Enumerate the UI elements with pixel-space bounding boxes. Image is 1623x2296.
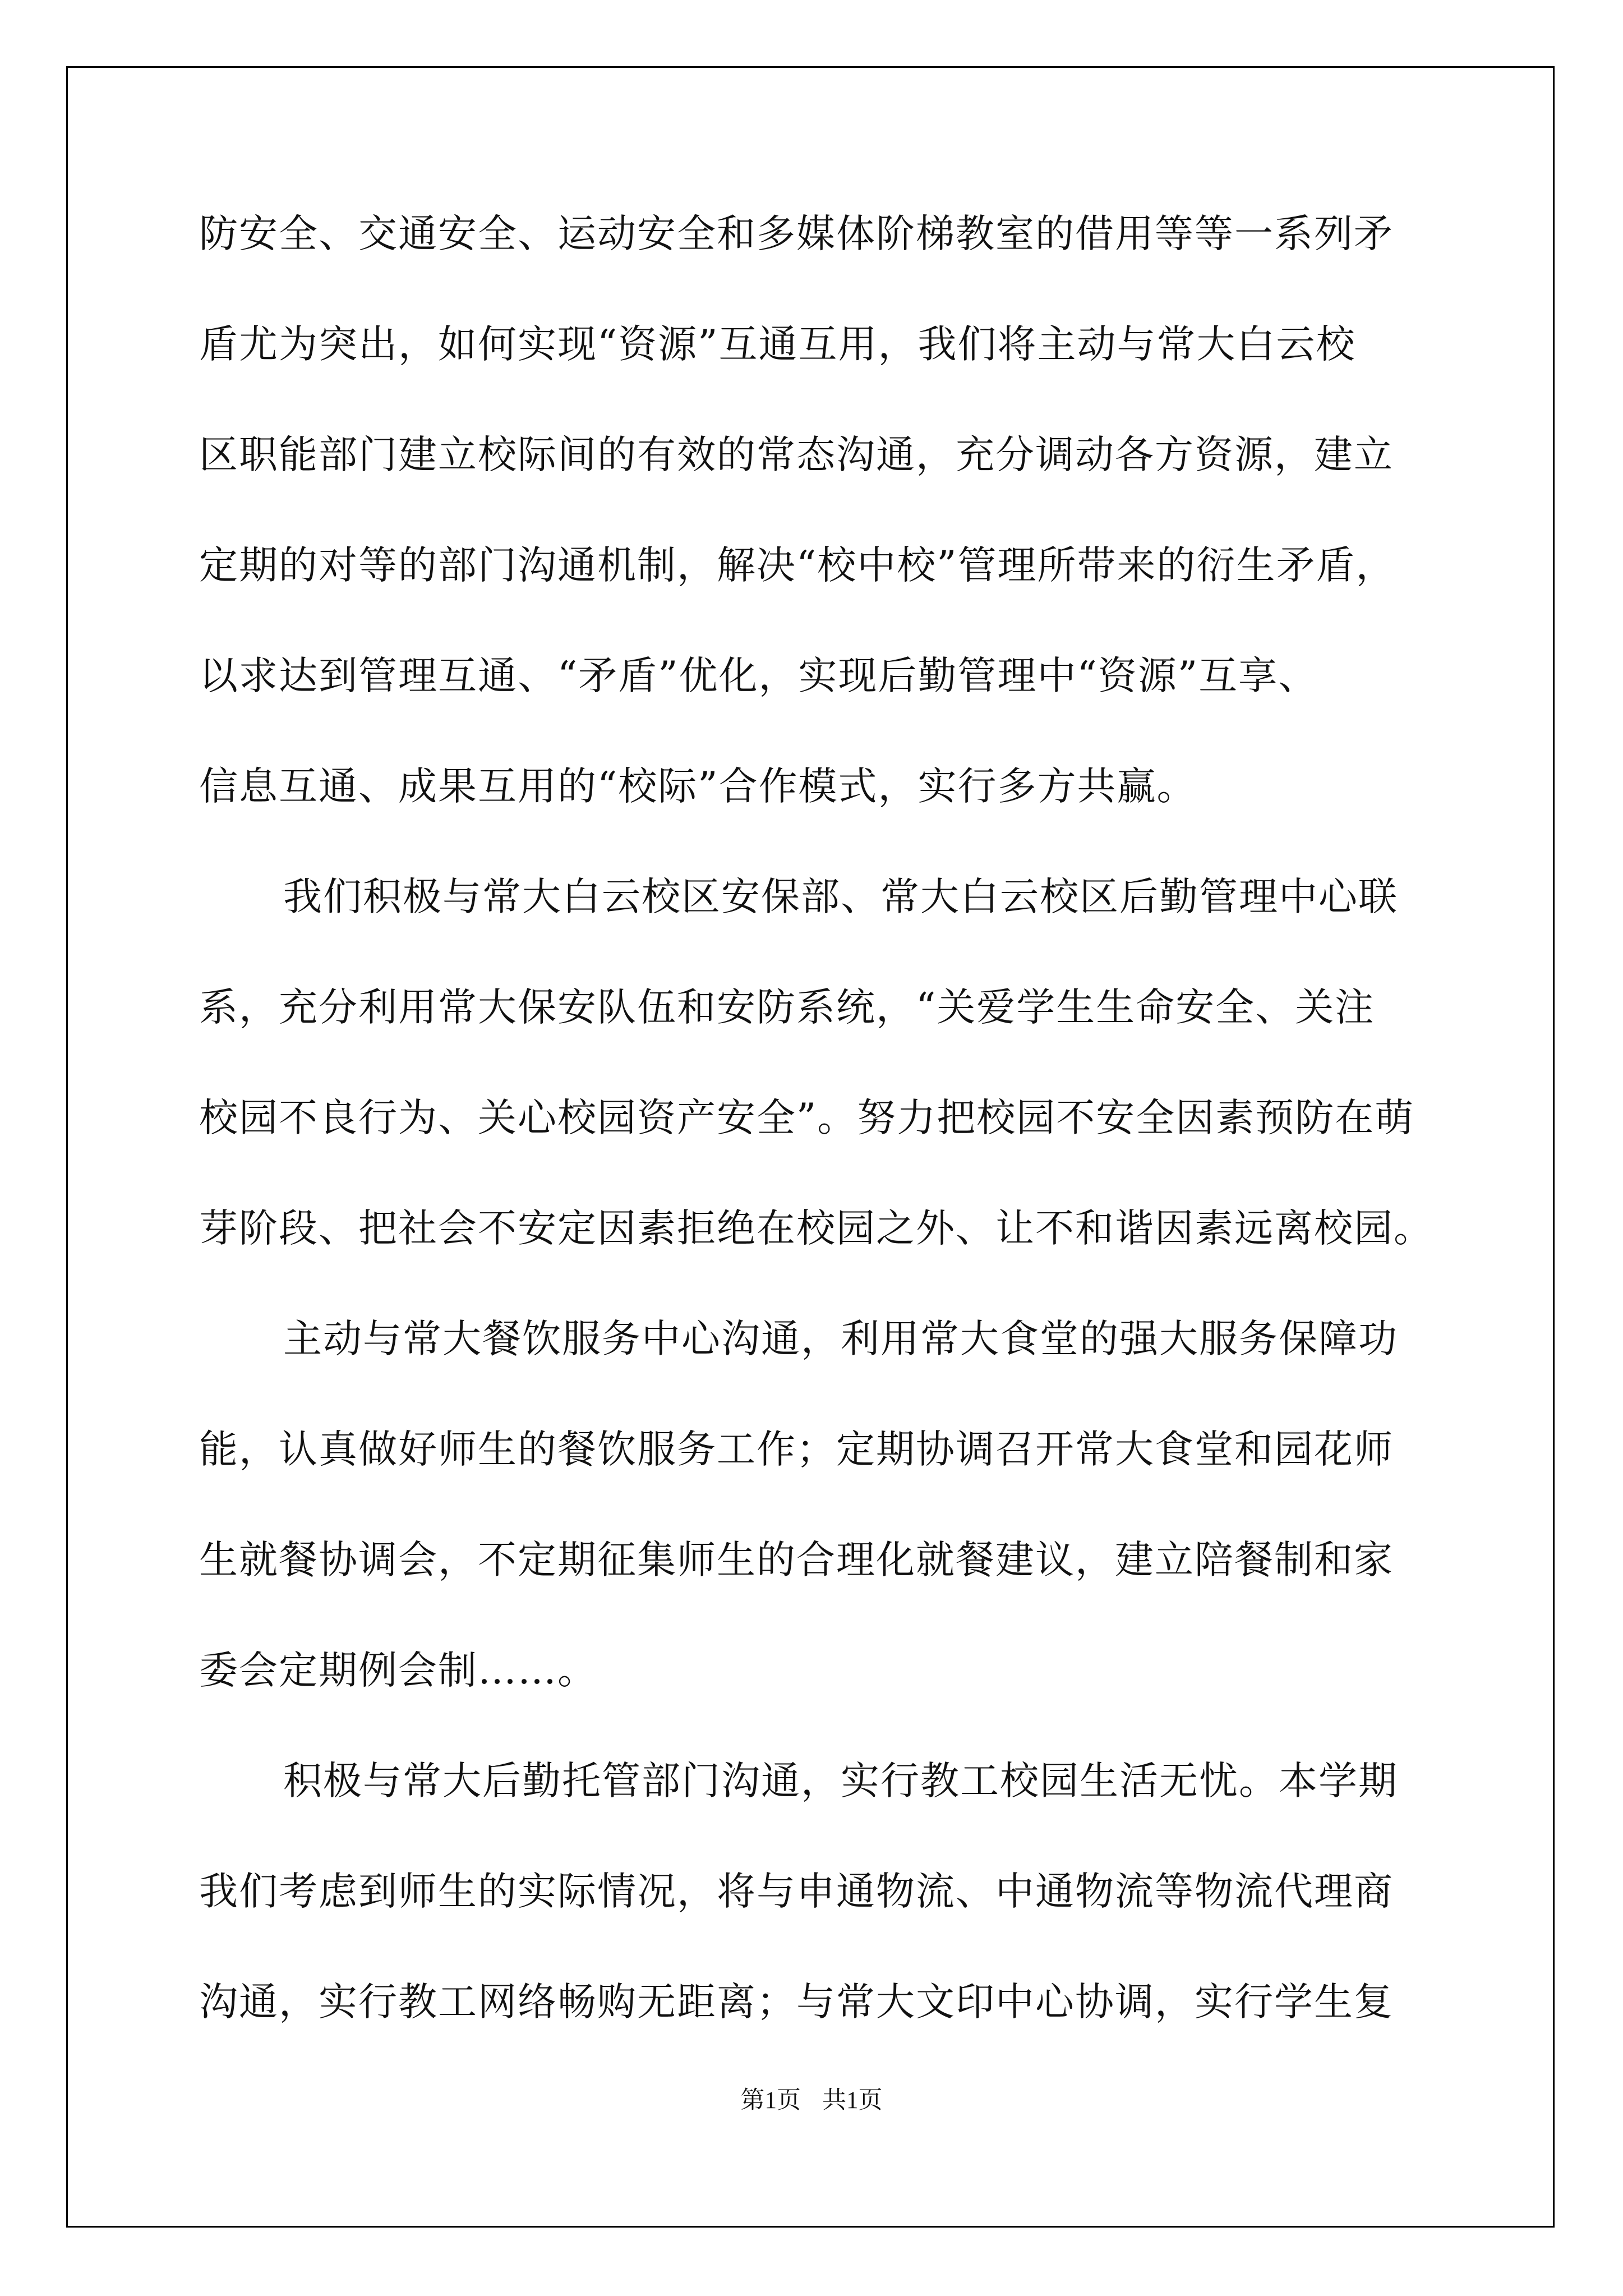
page-number: 第1页 [740, 2087, 801, 2114]
page-total: 共1页 [822, 2087, 883, 2114]
document-body [199, 211, 1433, 2093]
text-line: 生就餐协调会，不定期征集师生的合理化就餐建议，建立陪餐制和家 [199, 1538, 1394, 1582]
paragraph-first-line: 我们积极与常大白云校区安保部、常大白云校区后勤管理中心联 [283, 875, 1398, 919]
text-line: 以求达到管理互通、“矛盾”优化，实现后勤管理中“资源”互享、 [199, 654, 1318, 698]
paragraph-first-line: 积极与常大后勤托管部门沟通，实行教工校园生活无忧。本学期 [283, 1759, 1398, 1803]
page-footer [0, 2087, 1623, 2115]
text-line: 能，认真做好师生的餐饮服务工作；定期协调召开常大食堂和园花师 [199, 1427, 1394, 1472]
text-line: 校园不良行为、关心校园资产安全”。努力把校园不安全因素预防在萌 [199, 1096, 1415, 1140]
text-line: 系，充分利用常大保安队伍和安防系统，“关爱学生生命安全、关注 [199, 985, 1375, 1030]
text-line: 防安全、交通安全、运动安全和多媒体阶梯教室的借用等等一系列矛 [199, 211, 1394, 256]
text-line: 沟通，实行教工网络畅购无距离；与常大文印中心协调，实行学生复 [199, 1980, 1394, 2024]
text-line: 区职能部门建立校际间的有效的常态沟通，充分调动各方资源，建立 [199, 432, 1394, 477]
text-line: 信息互通、成果互用的“校际”合作模式，实行多方共赢。 [199, 764, 1197, 809]
paragraph-first-line: 主动与常大餐饮服务中心沟通，利用常大食堂的强大服务保障功 [283, 1317, 1398, 1361]
text-line: 盾尤为突出，如何实现“资源”互通互用，我们将主动与常大白云校 [199, 322, 1356, 367]
text-line: 委会定期例会制……。 [199, 1648, 597, 1693]
text-line: 定期的对等的部门沟通机制，解决“校中校”管理所带来的衍生矛盾， [199, 543, 1396, 588]
text-line: 我们考虑到师生的实际情况，将与申通物流、中通物流等物流代理商 [199, 1869, 1394, 1914]
text-line: 芽阶段、把社会不安定因素拒绝在校园之外、让不和谐因素远离校园。 [199, 1206, 1433, 1251]
